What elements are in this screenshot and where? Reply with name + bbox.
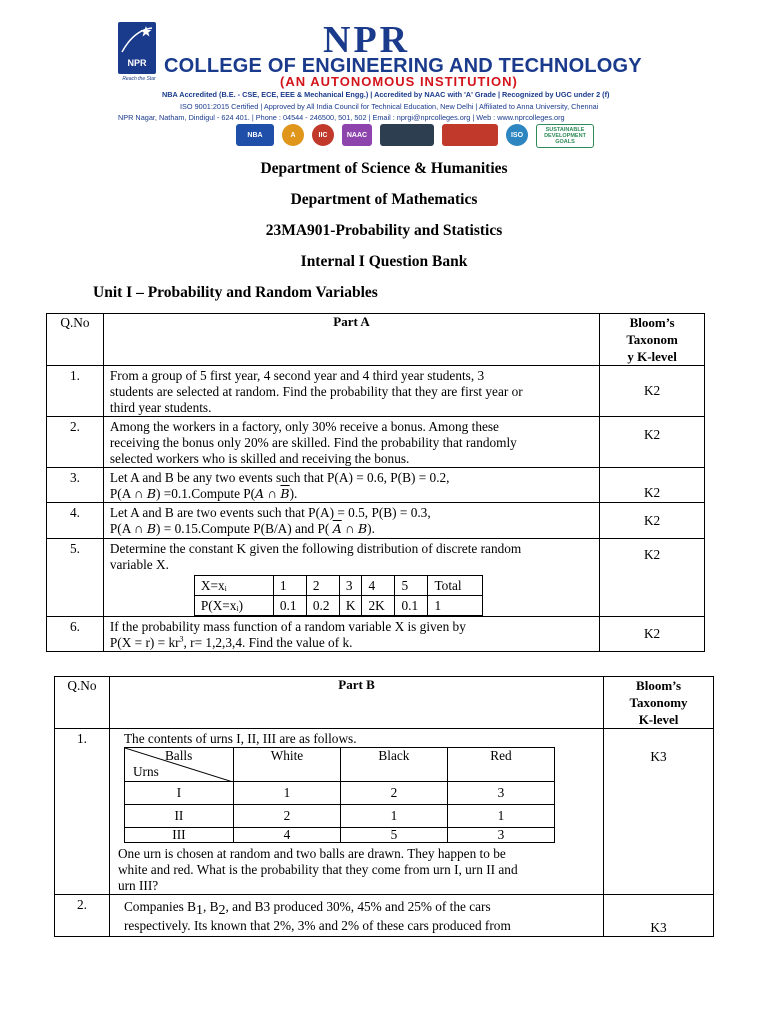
table-cell: 1 bbox=[233, 782, 340, 805]
table-cell: 1 bbox=[428, 596, 483, 616]
table-cell: 5 bbox=[395, 576, 428, 596]
distribution-table bbox=[194, 575, 484, 616]
column-header: Black bbox=[340, 748, 447, 782]
question-number: 2. bbox=[47, 417, 104, 468]
question-text: Let A and B be any two events such that P(A) = 0.6, P(B) = 0.2, P(A ∩ B) =0.1.Compute P(A ∩ $\overline{B}$). bbox=[103, 468, 599, 503]
table-cell: 0.1 bbox=[273, 596, 306, 616]
qno-header: Q.No bbox=[47, 314, 104, 366]
logo-tagline: Reach the Star bbox=[122, 76, 156, 82]
question-text: Determine the constant K given the following distribution of discrete random variable X. X=xᵢ 1 2 3 4 5 Total P(X=xᵢ) 0.1 0.2 K 2K 0.1 1 bbox=[103, 539, 599, 617]
table-cell: 5 bbox=[340, 828, 447, 843]
k-level: K2 bbox=[600, 503, 705, 539]
question-bank-title: Internal I Question Bank bbox=[300, 253, 468, 270]
blooms-header: Bloom’s Taxonom y K-level bbox=[600, 314, 705, 366]
table-cell: 3 bbox=[339, 576, 362, 596]
table-row bbox=[55, 895, 714, 937]
table-cell: I bbox=[124, 782, 233, 805]
part-b-header-row bbox=[55, 677, 714, 729]
institution-badge bbox=[442, 124, 498, 146]
k-level: K3 bbox=[604, 895, 714, 937]
column-header: White bbox=[233, 748, 340, 782]
accreditation-badges bbox=[236, 124, 592, 146]
table-row bbox=[47, 539, 705, 617]
urn-corner-cell bbox=[124, 748, 233, 782]
department-title: Department of Science & Humanities bbox=[260, 160, 508, 177]
table-cell: Total bbox=[428, 576, 483, 596]
table-cell: 2K bbox=[362, 596, 395, 616]
table-cell: 3 bbox=[447, 828, 554, 843]
table-row bbox=[55, 729, 714, 895]
question-text: Companies $B_1$, $B_2$, and B3 produced 30%, 45% and 25% of the cars respectively. Its known that 2%, 3% and 2% of these cars produced from bbox=[109, 895, 603, 937]
table-cell: 2 bbox=[340, 782, 447, 805]
table-cell: 3 bbox=[447, 782, 554, 805]
part-a-table bbox=[46, 313, 705, 652]
college-name: COLLEGE OF ENGINEERING AND TECHNOLOGY bbox=[164, 55, 642, 77]
question-number: 2. bbox=[55, 895, 110, 937]
table-cell: 1 bbox=[273, 576, 306, 596]
college-logo bbox=[118, 22, 156, 74]
question-number: 1. bbox=[55, 729, 110, 895]
part-a-header-row bbox=[47, 314, 705, 366]
k-level: K2 bbox=[600, 366, 705, 417]
question-text: From a group of 5 first year, 4 second year and 4 third year students, 3 students are selected at random. Find the probability that they are first year or third year students. bbox=[103, 366, 599, 417]
accreditation-line-2: ISO 9001:2015 Certified | Approved by All India Council for Technical Education, New Delhi | Affiliated to Anna University, Chennai bbox=[180, 102, 599, 111]
address-line: NPR Nagar, Natham, Dindigul - 624 401. | Phone : 04544 - 246500, 501, 502 | Email : nprgi@nprcolleges.org | Web : www.nprcolleges.org bbox=[118, 113, 565, 122]
balls-label: Balls bbox=[164, 748, 193, 763]
blooms-header: Bloom’s Taxonomy K-level bbox=[604, 677, 714, 729]
npr-wordmark: NPR bbox=[323, 19, 411, 61]
column-header: Red bbox=[447, 748, 554, 782]
table-cell: 0.1 bbox=[395, 596, 428, 616]
subdepartment-title: Department of Mathematics bbox=[290, 191, 478, 208]
table-row bbox=[47, 617, 705, 652]
table-cell: K bbox=[339, 596, 362, 616]
unit-title: Unit I – Probability and Random Variables bbox=[93, 284, 378, 301]
part-a-header: Part A bbox=[103, 314, 599, 366]
k-level: K2 bbox=[600, 417, 705, 468]
logo-text: NPR bbox=[127, 58, 147, 68]
iso-badge: ISO bbox=[506, 124, 528, 146]
table-row bbox=[47, 417, 705, 468]
question-number: 5. bbox=[47, 539, 104, 617]
table-cell: 4 bbox=[362, 576, 395, 596]
part-b-header: Part B bbox=[109, 677, 603, 729]
star-icon bbox=[120, 24, 154, 56]
table-cell: 1 bbox=[447, 805, 554, 828]
table-cell: P(X=xᵢ) bbox=[194, 596, 273, 616]
naac-badge: NAAC bbox=[342, 124, 372, 146]
autonomous-label: (AN AUTONOMOUS INSTITUTION) bbox=[280, 74, 518, 89]
table-cell: II bbox=[124, 805, 233, 828]
table-row bbox=[47, 503, 705, 539]
k-level: K2 bbox=[600, 617, 705, 652]
table-row bbox=[47, 468, 705, 503]
a-grade-badge: A bbox=[282, 124, 304, 146]
question-text: The contents of urns I, II, III are as follows. Balls Urns White Black Red I 1 2 3 II 2 1 1 III 4 5 3 One urn is chosen at random and two balls are drawn. They happen to be white and red. What is the probability that they come from urn I, urn II and urn III? bbox=[109, 729, 603, 895]
question-number: 4. bbox=[47, 503, 104, 539]
part-b-table bbox=[54, 676, 714, 937]
urns-label: Urns bbox=[132, 764, 159, 779]
table-cell: 4 bbox=[233, 828, 340, 843]
urn-table bbox=[124, 747, 555, 843]
k-level: K2 bbox=[600, 539, 705, 617]
question-text: If the probability mass function of a random variable X is given by $P(X = r) = kr^3$, r= 1,2,3,4. Find the value of k. bbox=[103, 617, 599, 652]
table-cell: 2 bbox=[306, 576, 339, 596]
iic-badge: IIC bbox=[312, 124, 334, 146]
table-cell: III bbox=[124, 828, 233, 843]
college-header bbox=[118, 19, 688, 150]
accreditation-line-1: NBA Accredited (B.E. - CSE, ECE, EEE & Mechanical Engg.) | Accredited by NAAC with 'A' Grade | Recognized by UGC under 2 (f) bbox=[162, 90, 610, 99]
table-row bbox=[47, 366, 705, 417]
table-cell: 0.2 bbox=[306, 596, 339, 616]
innovation-badge bbox=[380, 124, 434, 146]
k-level: K3 bbox=[604, 729, 714, 895]
question-text: Let A and B are two events such that P(A) = 0.5, P(B) = 0.3, P(A ∩ B) = 0.15.Compute P(B/A) and P( $\overline{A}$ ∩ B). bbox=[103, 503, 599, 539]
question-text: Among the workers in a factory, only 30% receive a bonus. Among these receiving the bonus only 20% are skilled. Find the probability that randomly selected workers who is skilled and receiving the bonus. bbox=[103, 417, 599, 468]
sdg-badge: SUSTAINABLE DEVELOPMENT GOALS bbox=[536, 124, 594, 148]
table-cell: 2 bbox=[233, 805, 340, 828]
course-title: 23MA901-Probability and Statistics bbox=[265, 222, 503, 239]
question-number: 3. bbox=[47, 468, 104, 503]
qno-header: Q.No bbox=[55, 677, 110, 729]
table-cell: X=xᵢ bbox=[194, 576, 273, 596]
question-number: 1. bbox=[47, 366, 104, 417]
table-cell: 1 bbox=[340, 805, 447, 828]
question-number: 6. bbox=[47, 617, 104, 652]
nba-badge: NBA bbox=[236, 124, 274, 146]
k-level: K2 bbox=[600, 468, 705, 503]
